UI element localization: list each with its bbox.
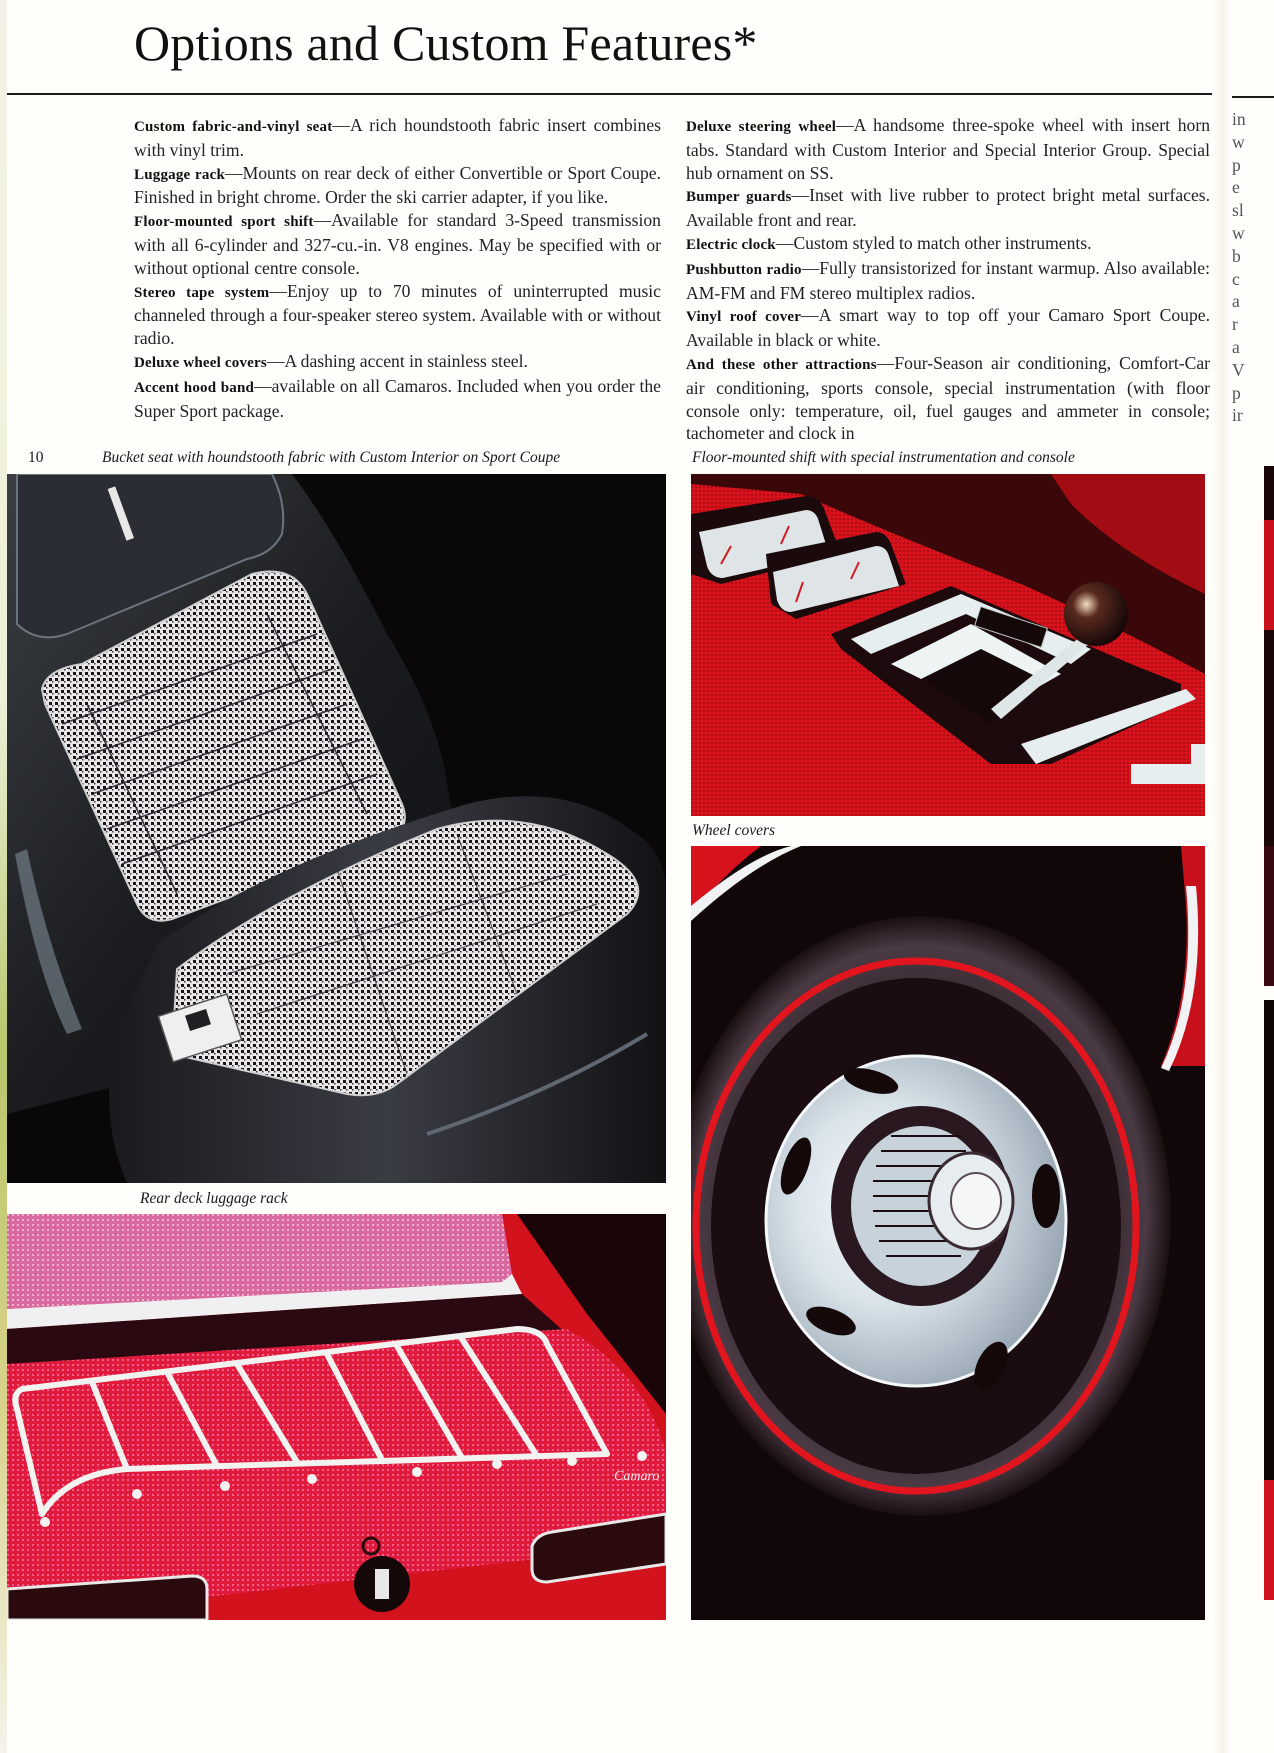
adjacent-photo-edge bbox=[1264, 846, 1274, 986]
svg-text:Camaro: Camaro bbox=[614, 1469, 660, 1484]
seat-illustration bbox=[7, 474, 666, 1183]
adjacent-photo-edge-red bbox=[1264, 520, 1274, 630]
features-column-left bbox=[134, 114, 661, 422]
adjacent-photo-edge-red bbox=[1264, 1480, 1274, 1600]
page-edge bbox=[0, 0, 7, 1753]
feature-item: Pushbutton radio—Fully transistorized for instant warmup. Also available: AM-FM and FM stereo multiplex radios. bbox=[686, 257, 1210, 303]
wheel-illustration bbox=[691, 846, 1205, 1620]
features-column-right bbox=[686, 114, 1210, 445]
feature-item: Deluxe steering wheel—A handsome three-spoke wheel with insert horn tabs. Standard with Custom Interior and Special Interior Group. Special hub ornament on SS. bbox=[686, 115, 1210, 183]
bucket-seat-photo bbox=[7, 474, 666, 1183]
wheel-cover-photo bbox=[691, 846, 1205, 1620]
feature-item: And these other attractions—Four-Season air conditioning, Comfort-Car air conditioning, sports console, special instrumentation (with floor console only: temperature, oil, fuel gauges and ammeter in console; tachometer and clock in bbox=[686, 352, 1210, 444]
feature-item: Stereo tape system—Enjoy up to 70 minutes of uninterrupted music channeled through a four-speaker stereo system. Available with or without radio. bbox=[134, 280, 661, 349]
feature-item: Custom fabric-and-vinyl seat—A rich houndstooth fabric insert combines with vinyl trim. bbox=[134, 115, 661, 160]
caption-rack: Rear deck luggage rack bbox=[140, 1190, 288, 1207]
feature-item: Accent hood band—available on all Camaros. Included when you order the Super Sport package. bbox=[134, 375, 661, 421]
feature-item: Floor-mounted sport shift—Available for standard 3-Speed transmission with all 6-cylinder and 327-cu.-in. V8 engines. May be specified with or without optional centre console. bbox=[134, 210, 661, 278]
title-rule bbox=[7, 93, 1212, 95]
feature-item: Electric clock—Custom styled to match other instruments. bbox=[686, 232, 1092, 253]
console-illustration bbox=[691, 474, 1205, 816]
page-title: Options and Custom Features* bbox=[134, 15, 758, 71]
console-shifter-photo bbox=[691, 474, 1205, 816]
caption-seat: Bucket seat with houndstooth fabric with Custom Interior on Sport Coupe bbox=[102, 449, 561, 466]
page-number: 10 bbox=[28, 449, 44, 466]
next-page-rule bbox=[1232, 96, 1274, 98]
caption-shift: Floor-mounted shift with special instrumentation and console bbox=[692, 449, 1075, 466]
adjacent-page-text-fragments: in w p e sl w b c a r a V p ir bbox=[1232, 109, 1246, 426]
caption-wheel: Wheel covers bbox=[692, 822, 776, 839]
feature-item: Luggage rack—Mounts on rear deck of either Convertible or Sport Coupe. Finished in bright chrome. Order the ski carrier adapter, if you like. bbox=[134, 162, 661, 208]
luggage-rack-illustration bbox=[7, 1214, 666, 1620]
luggage-rack-photo bbox=[7, 1214, 666, 1620]
feature-item: Bumper guards—Inset with live rubber to protect bright metal surfaces. Available front and rear. bbox=[686, 185, 1210, 231]
feature-item: Vinyl roof cover—A smart way to top off your Camaro Sport Coupe. Available in black or white. bbox=[686, 305, 1210, 351]
feature-item: Deluxe wheel covers—A dashing accent in stainless steel. bbox=[134, 350, 528, 371]
page-gutter bbox=[1212, 0, 1232, 1753]
